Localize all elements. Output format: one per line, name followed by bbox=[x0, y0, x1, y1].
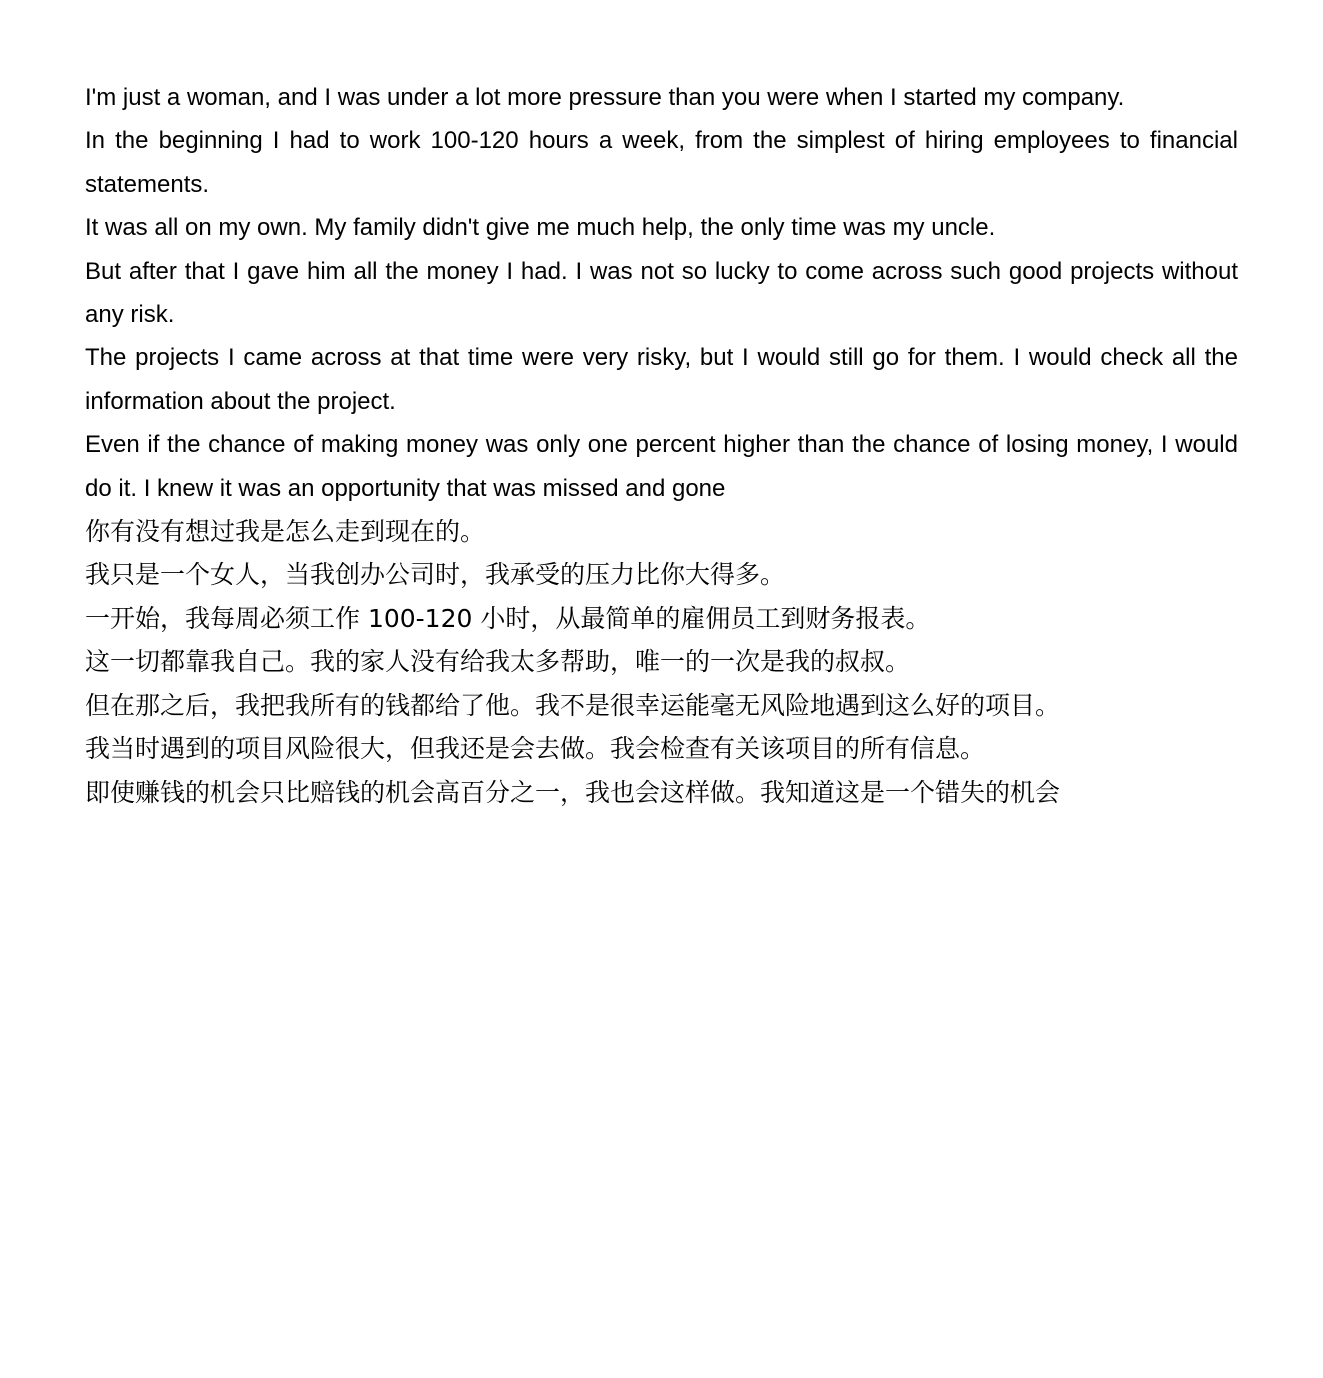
english-paragraph-2: In the beginning I had to work 100-120 hours a week, from the simplest of hiring employees to financial statements. bbox=[85, 127, 1238, 198]
chinese-paragraph-3: 一开始，我每周必须工作 100-120 小时，从最简单的雇佣员工到财务报表。 bbox=[85, 603, 931, 633]
document-page bbox=[85, 76, 1238, 814]
chinese-paragraph-4: 这一切都靠我自己。我的家人没有给我太多帮助，唯一的一次是我的叔叔。 bbox=[85, 647, 911, 677]
english-paragraph-4: But after that I gave him all the money I had. I was not so lucky to come across such good projects without any risk. bbox=[85, 257, 1238, 329]
chinese-paragraph-6: 我当时遇到的项目风险很大，但我还是会去做。我会检查有关该项目的所有信息。 bbox=[85, 734, 986, 764]
chinese-paragraph-1: 你有没有想过我是怎么走到现在的。 bbox=[85, 517, 486, 547]
english-paragraph-5: The projects I came across at that time were very risky, but I would still go for them. I would check all the information about the project. bbox=[85, 344, 1238, 415]
chinese-paragraph-2: 我只是一个女人，当我创办公司时，我承受的压力比你大得多。 bbox=[85, 560, 786, 590]
chinese-paragraph-5: 但在那之后，我把我所有的钱都给了他。我不是很幸运能毫无风险地遇到这么好的项目。 bbox=[85, 690, 1061, 720]
english-paragraph-3: It was all on my own. My family didn't give me much help, the only time was my uncle. bbox=[85, 214, 996, 242]
english-paragraph-6: Even if the chance of making money was only one percent higher than the chance of losing money, I would do it. I knew it was an opportunity that was missed and gone bbox=[85, 431, 1238, 502]
english-paragraph-1: I'm just a woman, and I was under a lot more pressure than you were when I started my company. bbox=[85, 84, 1125, 111]
chinese-paragraph-7: 即使赚钱的机会只比赔钱的机会高百分之一，我也会这样做。我知道这是一个错失的机会 bbox=[85, 777, 1061, 807]
